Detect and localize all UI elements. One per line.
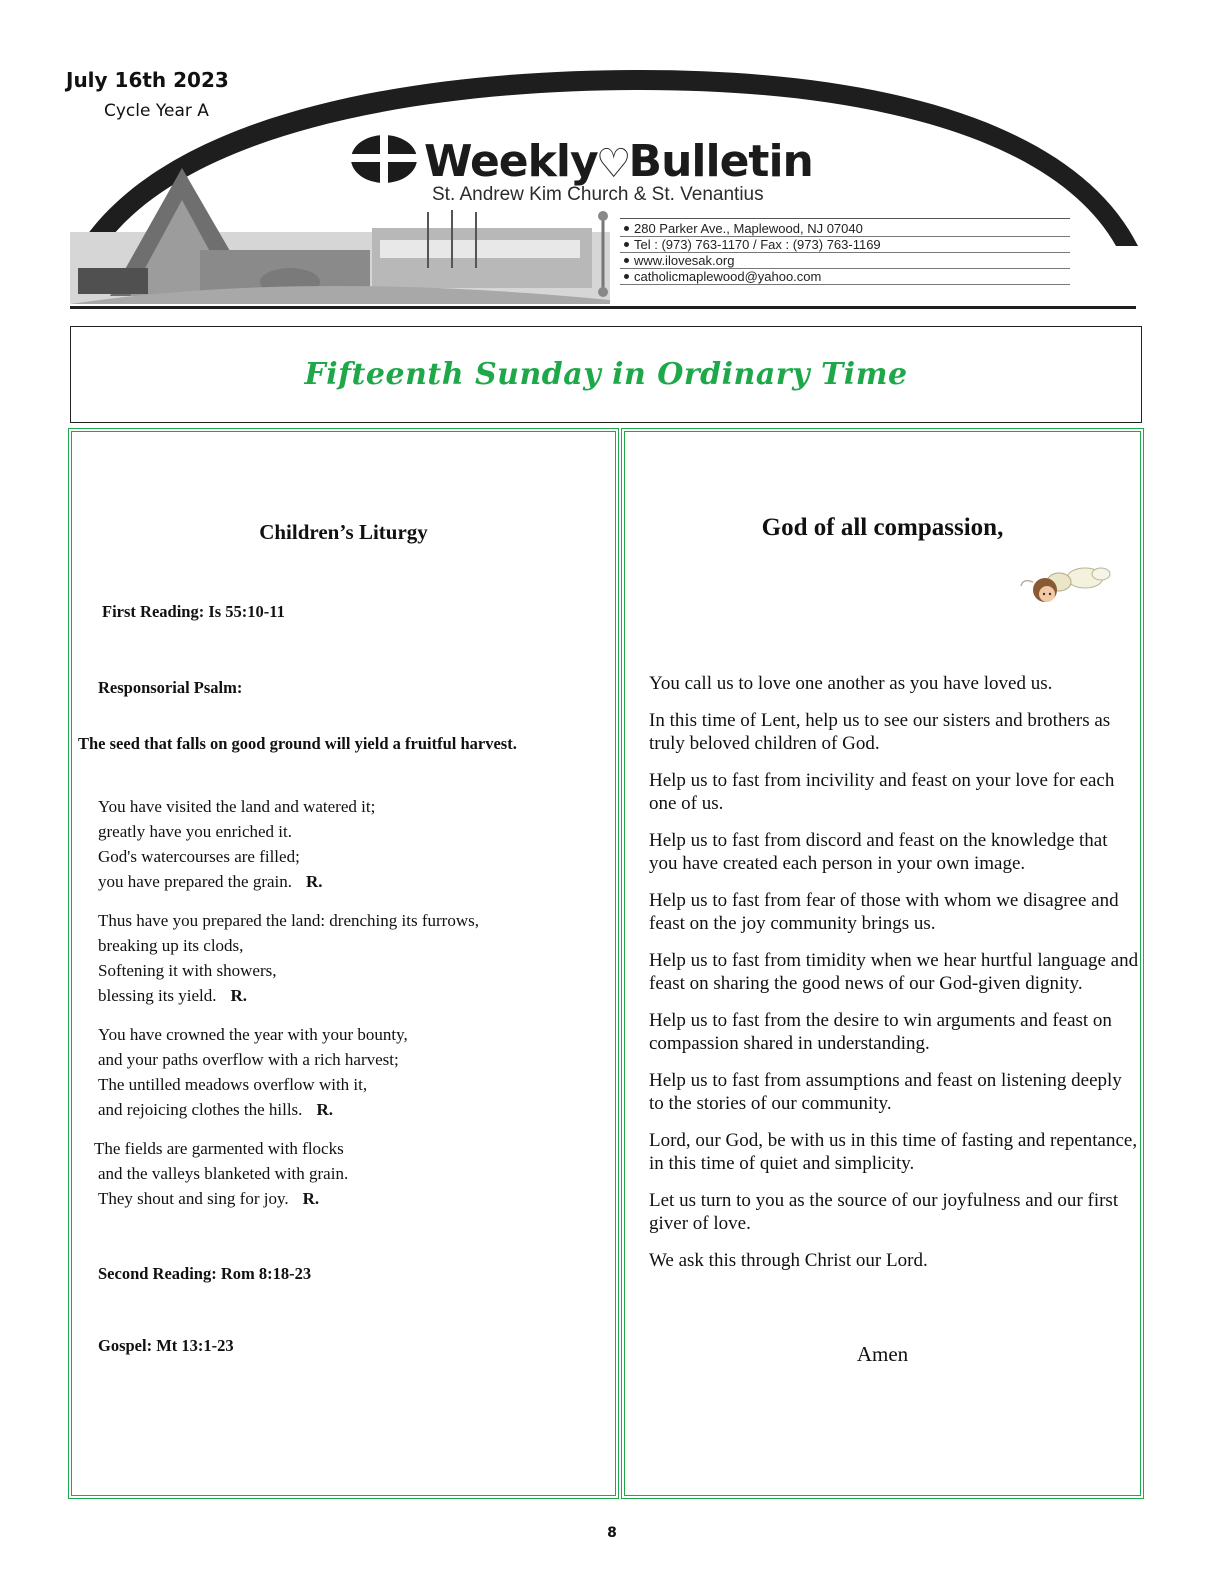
prayer-paragraph: Help us to fast from the desire to win arguments and feast on compassion shared in understanding. bbox=[649, 1010, 1112, 1054]
title-box bbox=[70, 326, 1142, 423]
prayer-paragraph: In this time of Lent, help us to see our sisters and brothers as truly beloved children of God. bbox=[649, 710, 1111, 754]
prayer-panel bbox=[621, 428, 1144, 1499]
prayer-heading: God of all compassion, bbox=[761, 514, 1004, 541]
contact-phone: Tel : (973) 763-1170 / Fax : (973) 763-1169 bbox=[620, 237, 1070, 253]
contact-info bbox=[620, 218, 1070, 285]
second-reading: Second Reading: Rom 8:18-23 bbox=[98, 1264, 312, 1283]
angel-icon bbox=[1015, 560, 1115, 612]
first-reading: First Reading: Is 55:10-11 bbox=[102, 602, 285, 621]
page-number: 8 bbox=[607, 1525, 617, 1541]
heart-icon: ♡ bbox=[595, 141, 631, 187]
contact-website[interactable]: www.ilovesak.org bbox=[620, 253, 1070, 269]
prayer-paragraph: Lord, our God, be with us in this time of fasting and repentance, in this time of quiet and simplicity. bbox=[649, 1130, 1138, 1174]
cross-globe-icon bbox=[350, 134, 418, 184]
bullet-icon bbox=[624, 274, 629, 279]
prayer-closing: Amen bbox=[856, 1342, 909, 1366]
psalm-label: Responsorial Psalm: bbox=[98, 678, 243, 697]
psalm-stanza-3: You have crowned the year with your bounty, and your paths overflow with a rich harvest; The untilled meadows overflow with it, and rejoicing clothes the hills. R. bbox=[98, 1025, 408, 1119]
response-mark: R. bbox=[302, 1189, 320, 1208]
bullet-icon bbox=[624, 242, 629, 247]
prayer-paragraph: Help us to fast from discord and feast on the knowledge that you have created each person in your own image. bbox=[649, 830, 1108, 874]
prayer-paragraph: Help us to fast from timidity when we hear hurtful language and feast on sharing the good news of our God-given dignity. bbox=[649, 950, 1139, 994]
psalm-refrain: The seed that falls on good ground will yield a fruitful harvest. bbox=[78, 734, 517, 753]
prayer-paragraph: We ask this through Christ our Lord. bbox=[649, 1250, 928, 1271]
prayer-paragraph: You call us to love one another as you have loved us. bbox=[649, 673, 1053, 694]
cycle-year: Cycle Year A bbox=[104, 101, 209, 121]
bullet-icon bbox=[624, 226, 629, 231]
brand-weekly: Weekly bbox=[424, 136, 598, 187]
brand bbox=[350, 134, 870, 206]
bullet-icon bbox=[624, 258, 629, 263]
bulletin-date: July 16th 2023 bbox=[66, 68, 229, 92]
contact-address: 280 Parker Ave., Maplewood, NJ 07040 bbox=[620, 221, 1070, 237]
response-mark: R. bbox=[230, 986, 248, 1005]
contact-rule bbox=[620, 218, 1070, 219]
prayer-text bbox=[649, 672, 1139, 1286]
gospel-reading: Gospel: Mt 13:1-23 bbox=[98, 1336, 234, 1355]
psalm-stanza-1: You have visited the land and watered it; greatly have you enriched it. God's watercourses are filled; you have prepared the grain. R. bbox=[98, 797, 376, 891]
church-name: St. Andrew Kim Church & St. Venantius bbox=[432, 184, 764, 205]
page-title: Fifteenth Sunday in Ordinary Time bbox=[304, 357, 908, 392]
prayer-paragraph: Help us to fast from fear of those with whom we disagree and feast on the joy community brings us. bbox=[649, 890, 1119, 934]
psalm-stanza-4: The fields are garmented with flocks and the valleys blanketed with grain. They shout and sing for joy. R. bbox=[94, 1139, 349, 1208]
response-mark: R. bbox=[306, 872, 323, 891]
brand-title bbox=[350, 134, 870, 187]
response-mark: R. bbox=[316, 1100, 333, 1119]
liturgy-heading: Children’s Liturgy bbox=[259, 520, 428, 544]
psalm-stanza-2: Thus have you prepared the land: drenching its furrows, breaking up its clods, Softening it with showers, blessing its yield. R. bbox=[98, 911, 479, 1005]
prayer-paragraph: Help us to fast from incivility and feast on your love for each one of us. bbox=[649, 770, 1115, 814]
prayer-paragraph: Help us to fast from assumptions and feast on listening deeply to the stories of our community. bbox=[649, 1070, 1122, 1114]
prayer-paragraph: Let us turn to you as the source of our joyfulness and our first giver of love. bbox=[649, 1190, 1119, 1234]
childrens-liturgy-panel bbox=[68, 428, 619, 1499]
contact-email[interactable]: catholicmaplewood@yahoo.com bbox=[620, 269, 1070, 285]
brand-bulletin: Bulletin bbox=[628, 136, 813, 187]
